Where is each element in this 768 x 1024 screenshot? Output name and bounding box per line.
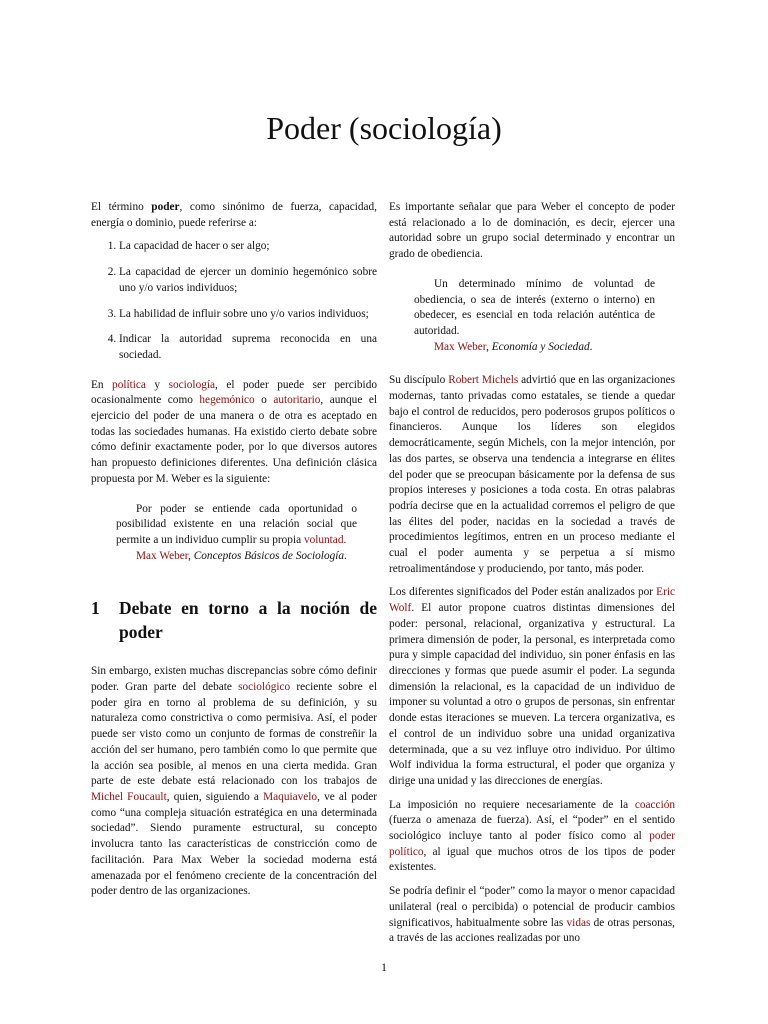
- text: y: [145, 378, 169, 391]
- text: reciente sobre el poder gira en torno al problema de su definición, y su naturaleza como constrictiva o como permisiva. Así, el poder puede ser visto como un conjunto de formas de constreñir la acción del ser humano, pero también como lo que permite que la acción sea posible, al menos en una cierta medida. Gran parte de este debate está relacionado con los trabajos de: [91, 681, 377, 788]
- link-poder-politico[interactable]: poder político: [389, 830, 675, 858]
- link-hegemonico[interactable]: hegemónico: [199, 394, 255, 407]
- link-max-weber[interactable]: Max Weber: [434, 340, 487, 353]
- quote-text: Un determinado mínimo de voluntad de obediencia, o sea de interés (externo o interno) en obedecer, es esencial en toda relación auténtica de autoridad.: [414, 277, 655, 337]
- text: .: [343, 533, 347, 546]
- paragraph-debate: [91, 664, 377, 900]
- text: ,: [188, 549, 194, 562]
- work-title: Economía y Sociedad: [491, 340, 590, 353]
- quote-attribution: [414, 340, 655, 356]
- text: . El autor propone cuatros distintas dimensiones del poder: personal, relacional, organizativa y estructural. La primera dimensión de poder, la personal, es interpretada como pura y simple capacidad del individuo, sin poner énfasis en las direcciones y formas que puede asumir el poder. La segunda dimensión la relacional, es la capacidad de un individuo de imponer su voluntad a otro o grupos de personas, sin enfrentar donde estas iteraciones se mueven. La tercera organizativa, es el control de un individuo sobre una unidad organizativa determinada, que a su vez influye otro individuo. Por último Wolf individua la forma estructural, el poder que organiza y dirige una unidad y las direcciones de energías.: [389, 602, 675, 787]
- text: , quien, siguiendo a: [166, 790, 264, 803]
- list-item: 3. La habilidad de influir sobre uno y/o varios individuos;: [119, 307, 377, 323]
- section-number: 1: [91, 598, 100, 619]
- text: de otras personas, a través de las acciones realizadas por uno: [389, 916, 675, 945]
- link-robert-michels[interactable]: Robert Michels: [448, 374, 519, 387]
- left-column: [91, 200, 377, 908]
- link-michel-foucault[interactable]: Michel Foucault: [91, 790, 167, 803]
- intro-text-end: , como sinónimo de fuerza, capacidad, energía o dominio, puede referirse a:: [91, 201, 377, 229]
- definition-list: [91, 239, 377, 363]
- text: , el poder puede ser percibido ocasionalmente como: [91, 378, 377, 407]
- paragraph-weber-domination: Es importante señalar que para Weber el concepto de poder está relacionado a lo de dominación, es decir, ejercer una autoridad sobre un grupo social determinado y encontrar un grado de obediencia.: [389, 201, 675, 261]
- page-title: Poder (sociología): [266, 110, 502, 146]
- text: Los diferentes significados del Poder están analizados por: [389, 586, 657, 599]
- list-item: 4. Indicar la autoridad suprema reconocida en una sociedad.: [119, 332, 377, 363]
- link-voluntad[interactable]: voluntad: [303, 533, 344, 546]
- paragraph-definition: [389, 884, 675, 947]
- text: advirtió que en las organizaciones modernas, tanto privadas como estatales, se tiende a quedar bajo el control de reducidos, pero poderosos grupos políticos o financieros. Aunque los líderes son elegidos democráticamente, según Michels, con la mejor intención, por las dos partes, se observa una tendencia a integrarse en élites del poder que se preocupan básicamente por la defensa de sus propios intereses y posiciones a toda costa. En otras palabras podría decirse que en la actualidad corremos el peligro de que las élites del poder, nacidas en la sociedad a través de procedimientos legítimos, entren en un proceso mediante el cual el poder aumenta y se perpetua a sí mismo retroalimentándose y produciendo, por tanto, más poder.: [389, 374, 676, 575]
- text: La imposición no requiere necesariamente de la: [389, 798, 635, 811]
- page-number: 1: [381, 960, 387, 974]
- paragraph-politics: [91, 378, 377, 488]
- intro-text: El término: [91, 201, 152, 213]
- link-coaccion[interactable]: coacción: [634, 798, 675, 811]
- text: Se podría definir el “poder” como la mayor o menor capacidad unilateral (real o percibida) o potencial de producir cambios significativos, habitualmente sobre las: [389, 885, 675, 929]
- text: .: [344, 549, 347, 562]
- paragraph-michels: [389, 373, 675, 577]
- section-title: Debate en torno a la noción de poder: [119, 598, 377, 643]
- quote-text: [116, 502, 357, 549]
- link-autoritario[interactable]: autoritario: [273, 394, 321, 407]
- text: ,: [486, 340, 492, 353]
- right-column: [389, 200, 675, 955]
- link-maquiavelo[interactable]: Maquiavelo: [263, 790, 318, 803]
- list-item: 1. La capacidad de hacer o ser algo;: [119, 239, 377, 255]
- quote-attribution: [116, 549, 357, 565]
- list-item: 2. La capacidad de ejercer un dominio hegemónico sobre uno y/o varios individuos;: [119, 265, 377, 296]
- link-sociologico[interactable]: sociológico: [238, 681, 291, 694]
- text: Su discípulo: [389, 374, 449, 387]
- intro-paragraph: [91, 200, 377, 231]
- link-max-weber[interactable]: Max Weber: [136, 549, 189, 562]
- weber-quote-1: [116, 502, 357, 565]
- text: , aunque el ejercicio del poder de una manera o de otra es aceptado en todas las sociedades humanas. Ha existido cierto debate sobre cómo definir exactamente poder, por lo que diversos autores han propuesto definiciones diferentes. Una definición clásica propuesta por M. Weber es la siguiente:: [91, 394, 378, 485]
- link-sociologia[interactable]: sociología: [168, 378, 216, 391]
- weber-quote-2: [414, 277, 655, 356]
- text: Por poder se entiende cada oportunidad o posibilidad existente en una relación social que permite a un individuo cumplir su propia: [116, 502, 357, 546]
- link-vidas[interactable]: vidas: [566, 916, 591, 929]
- text: o: [254, 394, 274, 407]
- section-heading: [91, 596, 377, 644]
- intro-bold-term: poder: [151, 201, 180, 213]
- text: , ve al poder como “una compleja situación estratégica en una determinada sociedad”. Siendo puramente estructural, su concepto involucra tanto las características de constricción como de facilitación. Para Max Weber la sociedad moderna está amenazada por el fenómeno creciente de la concentración del poder dentro de las organizaciones.: [91, 790, 377, 898]
- link-politica[interactable]: política: [112, 378, 146, 391]
- link-eric-wolf[interactable]: Eric Wolf: [389, 586, 675, 615]
- text: En: [91, 378, 113, 391]
- text: .: [589, 340, 593, 353]
- work-title: Conceptos Básicos de Sociología: [193, 549, 345, 562]
- text: , al igual que muchos otros de los tipos de poder existentes.: [389, 845, 675, 874]
- text: Sin embargo, existen muchas discrepancias sobre cómo definir poder. Gran parte del debate: [91, 665, 377, 694]
- paragraph-coaccion: [389, 798, 675, 877]
- text: (fuerza o amenaza de fuerza). Así, el “poder” en el sentido sociológico incluye tanto al poder físico como al: [389, 814, 675, 843]
- paragraph-wolf: [389, 585, 675, 789]
